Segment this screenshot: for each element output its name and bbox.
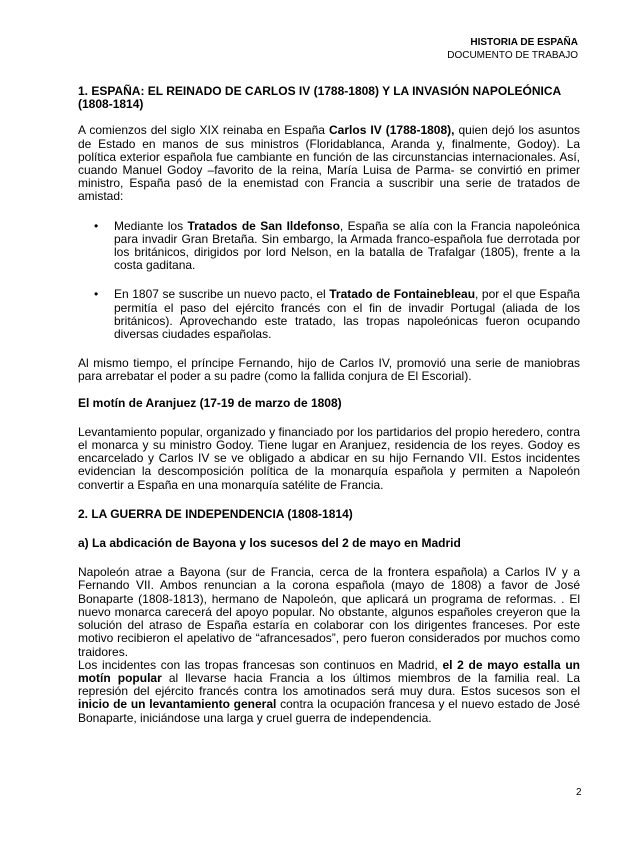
- paragraph-bayona: Napoleón atrae a Bayona (sur de Francia, cerca de la frontera española) a Carlos IV y a Fernando VII. Ambos renuncian a la corona española (mayo de 1808) a favor de José Bonaparte (1808-1813), hermano de Napoleón, que aplicará un programa de reformas. . El nuevo monarca carecerá del apoyo popular. No obstante, algunos españoles creyeron que la solución del atraso de España estaría en colaborar con los dirigentes franceses. Por este motivo recibieron el apelativo de “afrancesados”, pero fueron considerados por muchos como traidores.: [78, 565, 580, 659]
- header-subtitle: DOCUMENTO DE TRABAJO: [447, 49, 578, 61]
- paragraph-2-mayo: [78, 659, 580, 725]
- bold-run: inicio de un levantamiento general: [78, 697, 277, 712]
- page-number: 2: [576, 787, 582, 798]
- text-run: En 1807 se suscribe un nuevo pacto, el: [114, 287, 330, 302]
- treaties-list: [78, 220, 580, 342]
- section-2-heading: 2. LA GUERRA DE INDEPENDENCIA (1808-1814): [78, 506, 353, 521]
- text-run: Mediante los: [114, 218, 188, 233]
- paragraph-fernando: Al mismo tiempo, el príncipe Fernando, hijo de Carlos IV, promovió una serie de maniobras para arrebatar el poder a su padre (como la fallida conjura de El Escorial).: [78, 356, 580, 384]
- document-body: [78, 85, 580, 725]
- list-item: [78, 288, 580, 341]
- bayona-heading: a) La abdicación de Bayona y los sucesos del 2 de mayo en Madrid: [78, 536, 461, 551]
- bullet-icon: •: [94, 287, 99, 302]
- text-run: quien dejó los asuntos de Estado en manos de sus ministros (Floridablanca, Aranda y, finalmente, Godoy). La política exterior española fue cambiante en función de las circunstancias internacionales. Así, cuando Manuel Godoy –favorito de la reina, María Luisa de Parma- se convirtió en primer ministro, España pasó de la enemistad con Francia a suscribir una serie de tratados de amistad:: [78, 123, 580, 204]
- page-header: [447, 37, 578, 62]
- text-run: , España se alía con la Francia napoleónica para invadir Gran Bretaña. Sin embargo, la Armada franco-española fue derrotada por los británicos, dirigidos por lord Nelson, en la batalla de Trafalgar (1805), frente a la costa gaditana.: [114, 218, 580, 273]
- text-run: al llevarse hacia Francia a los últimos miembros de la familia real. La represión del ejército francés contra los amotinados será muy dura. Estos sucesos son el: [78, 670, 580, 699]
- text-run: A comienzos del siglo XIX reinaba en España: [78, 123, 330, 138]
- bold-run: Carlos IV (1788-1808),: [329, 123, 455, 138]
- bold-run: Tratados de San Ildefonso: [187, 218, 340, 233]
- header-title: HISTORIA DE ESPAÑA: [470, 37, 578, 48]
- paragraph-motin: Levantamiento popular, organizado y financiado por los partidarios del propio heredero, contra el monarca y su ministro Godoy. Tiene lugar en Aranjuez, residencia de los reyes. Godoy es encarcelado y Carlos IV se ve obligado a abdicar en su hijo Fernando VII. Estos incidentes evidencian la descomposición política de la monarquía española y permiten a Napoleón convertir a España en una monarquía satélite de Francia.: [78, 424, 580, 492]
- text-run: contra la ocupación francesa y el nuevo estado de José Bonaparte, iniciándose una larga y cruel guerra de independencia.: [78, 697, 580, 725]
- list-item: [78, 220, 580, 273]
- bullet-icon: •: [94, 218, 99, 233]
- paragraph-intro: [78, 124, 580, 203]
- bold-run: el 2 de mayo estalla un motín popular: [78, 657, 580, 685]
- text-run: , por el que España permitía el paso del ejército francés con el fin de invadir Portugal (aliada de los británicos). Aprovechando este tratado, las tropas napoleónicas fueron ocupando diversas ciudades españolas.: [114, 287, 580, 342]
- text-run: Los incidentes con las tropas francesas son continuos en Madrid,: [78, 657, 443, 672]
- bold-run: Tratado de Fontainebleau: [329, 287, 476, 302]
- motin-heading: El motín de Aranjuez (17-19 de marzo de 1808): [78, 395, 342, 410]
- section-1-heading: 1. ESPAÑA: EL REINADO DE CARLOS IV (1788-1808) Y LA INVASIÓN NAPOLEÓNICA (1808-1814): [78, 84, 561, 112]
